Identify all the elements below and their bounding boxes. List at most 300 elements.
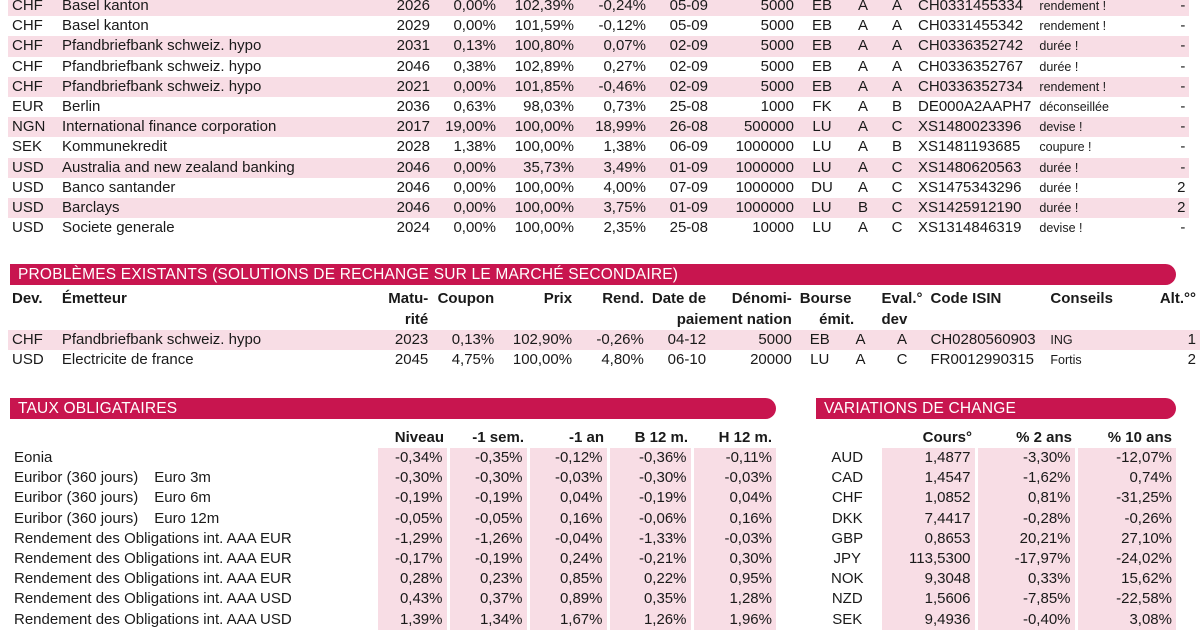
exchange-cell: EB [798, 77, 846, 97]
advice-cell: durée ! [1035, 198, 1143, 218]
rate-an-cell: -0,03% [528, 468, 608, 488]
maturity-cell: 2036 [396, 98, 430, 116]
currency-cell: SEK [12, 138, 43, 156]
advice-cell: ING [1046, 330, 1154, 350]
fx-ans2-cell: -7,85% [976, 589, 1076, 609]
issuer-cell: Basel kanton [58, 0, 374, 16]
rating-issuer-cell: A [846, 158, 880, 178]
table-row [8, 330, 1200, 350]
taux-header-an: -1 an [528, 427, 608, 448]
advice-cell: devise ! [1035, 117, 1143, 137]
rate-sublabel: Euro 6m [154, 489, 211, 507]
payment-date-cell: 26-08 [650, 117, 712, 137]
rating-currency-cell: C [880, 117, 914, 137]
rate-b12-cell: 0,22% [608, 569, 692, 589]
coupon-cell: 0,00% [453, 17, 496, 35]
fx-ans10-cell: 0,74% [1076, 468, 1176, 488]
rate-label: Eonia [14, 449, 53, 467]
exchange-cell: LU [798, 158, 846, 178]
rate-b12-cell: 0,35% [608, 589, 692, 609]
rating-issuer-cell: A [857, 98, 868, 116]
rate-an-cell: 0,85% [528, 569, 608, 589]
rate-an-cell: 0,89% [528, 589, 608, 609]
table-row [816, 529, 1176, 549]
payment-date-cell: 02-09 [669, 57, 708, 75]
maturity-cell: 2021 [374, 77, 434, 97]
table-row [10, 549, 776, 569]
rate-b12-cell: -0,36% [608, 448, 692, 468]
rate-b12-cell: -0,19% [608, 488, 692, 508]
rate-niveau-cell: -0,17% [376, 549, 448, 569]
fx-cours-cell: 9,4936 [880, 610, 976, 630]
currency-code-cell: JPY [833, 550, 861, 568]
fx-ans2-cell: -0,28% [976, 509, 1076, 529]
rate-sem-cell: -0,19% [448, 549, 528, 569]
currency-code-cell: NZD [831, 590, 863, 608]
currency-cell: EUR [12, 98, 44, 116]
coupon-cell: 0,00% [434, 158, 500, 178]
taux-header-b12: B 12 m. [608, 427, 692, 448]
col-header-rend: Rend. [576, 288, 648, 309]
rate-niveau-cell: -0,34% [376, 448, 448, 468]
exchange-cell: LU [798, 198, 846, 218]
taux-header-niveau: Niveau [376, 427, 448, 448]
maturity-cell: 2046 [396, 57, 430, 75]
rate-niveau-cell: 0,28% [376, 569, 448, 589]
problemes-header: PROBLÈMES EXISTANTS (SOLUTIONS DE RECHANGE SUR LE MARCHÉ SECONDAIRE) [10, 264, 1176, 285]
currency-cell: USD [12, 178, 44, 196]
table-row [10, 569, 776, 589]
table-row [8, 218, 1189, 238]
payment-date-cell: 02-09 [650, 36, 712, 56]
rating-issuer-cell: A [846, 0, 880, 16]
price-cell: 100,80% [500, 36, 578, 56]
isin-cell: CH0331455342 [918, 17, 1024, 35]
rate-b12-cell: -0,06% [608, 509, 692, 529]
coupon-cell: 0,00% [434, 198, 500, 218]
coupon-cell: 0,13% [434, 36, 500, 56]
rate-b12-cell: -1,33% [608, 529, 692, 549]
isin-cell: XS1425912190 [914, 198, 1035, 218]
maturity-cell: 2028 [396, 138, 430, 156]
fx-ans10-cell: -22,58% [1076, 589, 1176, 609]
isin-cell: CH0331455334 [914, 0, 1035, 16]
table-row [8, 36, 1189, 56]
rate-label-cell [10, 569, 376, 589]
rate-sem-cell: -0,19% [448, 488, 528, 508]
table-row [8, 178, 1189, 198]
currency-cell: USD [8, 198, 58, 218]
coupon-cell: 0,00% [453, 219, 496, 237]
payment-date-cell: 05-09 [650, 0, 712, 16]
advice-cell: Fortis [1050, 353, 1082, 368]
rate-an-cell: 0,04% [528, 488, 608, 508]
exchange-cell: EB [796, 330, 844, 350]
advice-cell: durée ! [1035, 36, 1143, 56]
rating-currency-cell: A [891, 17, 902, 35]
col-header-eval-2: dev [877, 309, 926, 330]
col-header-coupon: Coupon [432, 288, 498, 309]
payment-date-cell: 04-12 [648, 330, 710, 350]
yield-cell: 1,38% [603, 138, 646, 156]
col-header-date: Date de [648, 288, 710, 309]
currency-cell: CHF [8, 0, 58, 16]
fx-cours-cell: 1,0852 [880, 488, 976, 508]
maturity-cell: 2029 [396, 17, 430, 35]
taux-header-sem: -1 sem. [448, 427, 528, 448]
issuer-cell: Pfandbriefbank schweiz. hypo [58, 36, 374, 56]
price-cell: 102,89% [514, 57, 574, 75]
rate-sem-cell: 0,37% [448, 589, 528, 609]
col-header-conseils: Conseils [1046, 288, 1154, 309]
maturity-cell: 2046 [396, 178, 430, 196]
table-row [8, 117, 1189, 137]
maturity-cell: 2046 [374, 158, 434, 178]
coupon-cell: 1,38% [453, 138, 496, 156]
alternative-cell: - [1143, 158, 1189, 178]
yield-cell: -0,12% [598, 17, 646, 35]
rate-label-cell [10, 529, 376, 549]
alternative-cell: 2 [1177, 178, 1186, 196]
rate-label-cell [10, 549, 376, 569]
currency-code-cell: DKK [831, 509, 863, 527]
denomination-cell: 1000000 [712, 198, 798, 218]
fx-ans10-cell: -31,25% [1076, 488, 1176, 508]
fx-cours-cell: 9,3048 [880, 569, 976, 589]
denomination-cell: 1000000 [735, 138, 794, 156]
price-cell: 100,00% [500, 198, 578, 218]
rate-h12-cell: 1,96% [692, 610, 776, 630]
col-header-prix: Prix [498, 288, 576, 309]
payment-date-cell: 06-09 [669, 138, 708, 156]
exchange-cell: EB [811, 57, 832, 75]
fx-cours-cell: 0,8653 [880, 529, 976, 549]
isin-cell: XS1314846319 [918, 219, 1022, 237]
rate-niveau-cell: -0,19% [376, 488, 448, 508]
table-row [816, 569, 1176, 589]
taux-header-h12: H 12 m. [692, 427, 776, 448]
issuer-cell: Banco santander [62, 178, 176, 196]
issuer-cell: Electricite de france [61, 351, 194, 369]
rating-issuer-cell: A [857, 17, 868, 35]
issuer-cell: Pfandbriefbank schweiz. hypo [58, 77, 374, 97]
rate-label: Rendement des Obligations int. AAA EUR [14, 570, 292, 588]
table-row [10, 448, 776, 468]
col-header-denom: Dénomi- [710, 288, 796, 309]
rate-niveau-cell: -1,29% [376, 529, 448, 549]
change-header: VARIATIONS DE CHANGE [816, 398, 1176, 419]
change-header-2ans: % 2 ans [976, 427, 1076, 448]
currency-code-cell: CHF [831, 489, 863, 507]
advice-cell: durée ! [1039, 180, 1079, 195]
isin-cell: CH0336352734 [914, 77, 1035, 97]
rate-sem-cell: 0,23% [448, 569, 528, 589]
col-header-eval: Eval.° [877, 288, 926, 309]
exchange-cell: DU [811, 178, 833, 196]
col-header-emetteur: Émetteur [58, 288, 373, 309]
table-row [816, 488, 1176, 508]
coupon-cell: 0,38% [453, 57, 496, 75]
rate-label-cell [10, 509, 376, 529]
rating-issuer-cell: A [857, 219, 868, 237]
isin-cell: CH0336352742 [914, 36, 1035, 56]
rate-h12-cell: 0,95% [692, 569, 776, 589]
rate-label: Rendement des Obligations int. AAA EUR [14, 550, 292, 568]
fx-ans10-cell: 3,08% [1076, 610, 1176, 630]
rate-an-cell: 0,24% [528, 549, 608, 569]
rate-h12-cell: 1,28% [692, 589, 776, 609]
denomination-cell: 1000000 [712, 158, 798, 178]
rate-label-cell [10, 468, 376, 488]
alternative-cell: - [1180, 98, 1186, 116]
fx-ans2-cell: -1,62% [976, 468, 1076, 488]
rate-label: Rendement des Obligations int. AAA EUR [14, 529, 292, 547]
yield-cell: 18,99% [578, 117, 650, 137]
alternative-cell: - [1143, 0, 1189, 16]
fx-cours-cell: 1,4547 [880, 468, 976, 488]
table-row [8, 57, 1189, 77]
advice-cell: durée ! [1039, 59, 1079, 74]
change-table [816, 427, 1176, 630]
currency-cell: USD [12, 351, 44, 369]
rating-currency-cell: A [891, 57, 902, 75]
isin-cell: DE000A2AAPH7 [918, 98, 1032, 116]
payment-date-cell: 07-09 [669, 178, 708, 196]
rating-currency-cell: C [880, 198, 914, 218]
rating-currency-cell: C [891, 219, 903, 237]
table-row [8, 97, 1189, 117]
isin-cell: XS1480023396 [914, 117, 1035, 137]
exchange-cell: LU [812, 138, 832, 156]
price-cell: 100,00% [514, 138, 574, 156]
yield-cell: 0,27% [603, 57, 646, 75]
rate-sem-cell: 1,34% [448, 610, 528, 630]
rating-currency-cell: B [891, 98, 902, 116]
table-row [816, 448, 1176, 468]
rate-label: Rendement des Obligations int. AAA USD [14, 610, 292, 628]
rate-label-cell [10, 589, 376, 609]
rating-issuer-cell: A [857, 178, 868, 196]
rating-currency-cell: B [891, 138, 902, 156]
rating-issuer-cell: A [857, 138, 868, 156]
denomination-cell: 1000 [760, 98, 794, 116]
fx-ans10-cell: 15,62% [1076, 569, 1176, 589]
table-row [816, 468, 1176, 488]
rate-niveau-cell: -0,05% [376, 509, 448, 529]
yield-cell: -0,26% [576, 330, 648, 350]
rate-b12-cell: 1,26% [608, 610, 692, 630]
issuer-cell: Barclays [58, 198, 374, 218]
price-cell: 102,90% [498, 330, 576, 350]
coupon-cell: 0,00% [434, 0, 500, 16]
yield-cell: -0,46% [578, 77, 650, 97]
yield-cell: 4,80% [601, 351, 644, 369]
rating-issuer-cell: A [855, 351, 866, 369]
taux-table [10, 427, 776, 630]
col-header-bourse-2: émit. [796, 309, 878, 330]
rating-currency-cell: C [880, 158, 914, 178]
fx-ans10-cell: -12,07% [1076, 448, 1176, 468]
isin-cell: CH0280560903 [927, 330, 1047, 350]
rate-sublabel: Euro 3m [154, 469, 211, 487]
price-cell: 100,00% [512, 351, 573, 369]
rating-issuer-cell: A [846, 36, 880, 56]
price-cell: 100,00% [514, 178, 574, 196]
currency-cell: CHF [8, 77, 58, 97]
isin-cell: XS1481193685 [918, 138, 1021, 156]
price-cell: 100,00% [500, 117, 578, 137]
table-row [8, 137, 1189, 157]
payment-date-cell: 05-09 [669, 17, 708, 35]
maturity-cell: 2017 [374, 117, 434, 137]
issuer-cell: Pfandbriefbank schweiz. hypo [62, 57, 262, 75]
fx-ans10-cell: -24,02% [1076, 549, 1176, 569]
exchange-cell: LU [812, 219, 832, 237]
change-header-10ans: % 10 ans [1076, 427, 1176, 448]
denomination-cell: 500000 [712, 117, 798, 137]
rate-an-cell: 0,16% [528, 509, 608, 529]
currency-cell: USD [12, 219, 44, 237]
rate-niveau-cell: -0,30% [376, 468, 448, 488]
price-cell: 35,73% [500, 158, 578, 178]
yield-cell: 4,00% [603, 178, 646, 196]
alternative-cell: - [1180, 219, 1186, 237]
alternative-cell: 2 [1143, 198, 1189, 218]
rating-issuer-cell: A [846, 117, 880, 137]
issuer-cell: International finance corporation [58, 117, 374, 137]
payment-date-cell: 02-09 [650, 77, 712, 97]
rate-an-cell: -0,12% [528, 448, 608, 468]
col-header-isin: Code ISIN [927, 288, 1047, 309]
issuer-cell: Pfandbriefbank schweiz. hypo [58, 330, 373, 350]
problemes-table [8, 288, 1200, 370]
issuer-cell: Basel kanton [62, 17, 149, 35]
denomination-cell: 10000 [752, 219, 794, 237]
yield-cell: 0,73% [603, 98, 646, 116]
isin-cell: XS1480620563 [914, 158, 1035, 178]
advice-cell: rendement ! [1035, 0, 1143, 16]
taux-header: TAUX OBLIGATAIRES [10, 398, 776, 419]
issuer-cell: Berlin [62, 98, 101, 116]
table-row [8, 158, 1189, 178]
rate-h12-cell: 0,30% [692, 549, 776, 569]
denomination-cell: 5000 [712, 0, 798, 16]
currency-cell: CHF [12, 57, 43, 75]
alternative-cell: 1 [1154, 330, 1200, 350]
isin-cell: XS1475343296 [918, 178, 1022, 196]
rate-label: Euribor (360 jours) [14, 489, 139, 507]
rate-b12-cell: -0,21% [608, 549, 692, 569]
table-row [816, 509, 1176, 529]
advice-cell: coupure ! [1039, 140, 1092, 155]
currency-code-cell: GBP [831, 529, 864, 547]
currency-code-cell: NOK [830, 570, 864, 588]
new-issues-rows [8, 0, 1189, 238]
denomination-cell: 5000 [712, 77, 798, 97]
currency-cell: CHF [12, 17, 43, 35]
rate-sem-cell: -0,35% [448, 448, 528, 468]
col-header-dev: Dev. [8, 288, 58, 309]
alternative-cell: 2 [1187, 351, 1196, 369]
isin-cell: CH0336352767 [918, 57, 1024, 75]
currency-cell: NGN [8, 117, 58, 137]
price-cell: 101,85% [500, 77, 578, 97]
advice-cell: durée ! [1035, 158, 1143, 178]
table-row [10, 488, 776, 508]
fx-cours-cell: 1,5606 [880, 589, 976, 609]
advice-cell: rendement ! [1039, 19, 1107, 34]
maturity-cell: 2026 [374, 0, 434, 16]
rating-currency-cell: A [877, 330, 926, 350]
rating-currency-cell: C [891, 178, 903, 196]
rating-issuer-cell: A [857, 57, 868, 75]
maturity-cell: 2046 [374, 198, 434, 218]
exchange-cell: LU [810, 351, 830, 369]
table-row [10, 509, 776, 529]
payment-date-cell: 01-09 [650, 158, 712, 178]
fx-cours-cell: 7,4417 [880, 509, 976, 529]
rate-h12-cell: -0,11% [692, 448, 776, 468]
exchange-cell: LU [798, 117, 846, 137]
fx-ans2-cell: -17,97% [976, 549, 1076, 569]
rate-an-cell: -0,04% [528, 529, 608, 549]
rate-label: Rendement des Obligations int. AAA USD [14, 590, 292, 608]
col-header-maturite: Matu- [372, 288, 432, 309]
coupon-cell: 0,63% [453, 98, 496, 116]
issuer-cell: Kommunekredit [62, 138, 168, 156]
denomination-cell: 1000000 [735, 178, 794, 196]
currency-code-cell: CAD [831, 469, 864, 487]
rating-issuer-cell: A [846, 77, 880, 97]
fx-ans2-cell: -0,40% [976, 610, 1076, 630]
rate-sem-cell: -1,26% [448, 529, 528, 549]
advice-cell: rendement ! [1035, 77, 1143, 97]
rating-issuer-cell: B [846, 198, 880, 218]
rate-h12-cell: 0,04% [692, 488, 776, 508]
price-cell: 101,59% [514, 17, 574, 35]
issuer-cell: Australia and new zealand banking [58, 158, 374, 178]
issuer-cell: Societe generale [62, 219, 175, 237]
fx-cours-cell: 113,5300 [880, 549, 976, 569]
table-row [10, 589, 776, 609]
yield-cell: 0,07% [578, 36, 650, 56]
table-row [8, 0, 1189, 16]
maturity-cell: 2024 [396, 219, 430, 237]
rate-h12-cell: 0,16% [692, 509, 776, 529]
table-row [10, 529, 776, 549]
rating-currency-cell: A [880, 77, 914, 97]
table-row [8, 198, 1189, 218]
alternative-cell: - [1180, 17, 1186, 35]
denomination-cell: 5000 [760, 57, 794, 75]
fx-ans10-cell: 27,10% [1076, 529, 1176, 549]
change-header-cours: Cours° [880, 427, 976, 448]
coupon-cell: 0,00% [434, 77, 500, 97]
fx-ans2-cell: 0,81% [976, 488, 1076, 508]
rate-an-cell: 1,67% [528, 610, 608, 630]
coupon-cell: 19,00% [434, 117, 500, 137]
currency-cell: CHF [8, 36, 58, 56]
rate-sublabel: Euro 12m [154, 509, 220, 527]
yield-cell: 3,49% [578, 158, 650, 178]
alternative-cell: - [1143, 117, 1189, 137]
denomination-cell: 5000 [710, 330, 796, 350]
fx-ans2-cell: 20,21% [976, 529, 1076, 549]
maturity-cell: 2031 [374, 36, 434, 56]
table-row [816, 589, 1176, 609]
rate-sem-cell: -0,05% [448, 509, 528, 529]
col-header-alt: Alt.°° [1154, 288, 1200, 309]
